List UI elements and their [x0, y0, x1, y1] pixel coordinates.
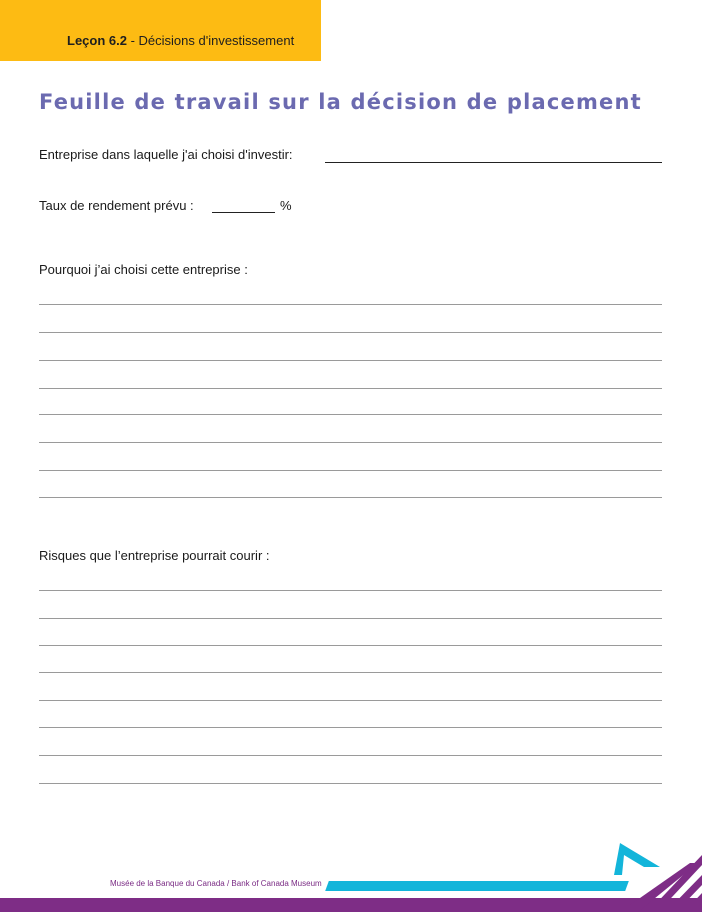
- risks-line[interactable]: [39, 700, 662, 701]
- footer-purple-band: [0, 898, 702, 912]
- rate-field[interactable]: [212, 212, 275, 213]
- lesson-topic: Décisions d'investissement: [138, 33, 295, 48]
- why-line[interactable]: [39, 360, 662, 361]
- why-line[interactable]: [39, 442, 662, 443]
- why-label: Pourquoi j’ai choisi cette entreprise :: [39, 262, 248, 277]
- why-line[interactable]: [39, 304, 662, 305]
- why-line[interactable]: [39, 388, 662, 389]
- chevron-logo-icon: [600, 835, 702, 912]
- why-line[interactable]: [39, 470, 662, 471]
- risks-line[interactable]: [39, 727, 662, 728]
- header-band: [0, 0, 321, 61]
- lesson-number: Leçon 6.2: [67, 33, 127, 48]
- museum-credit: Musée de la Banque du Canada / Bank of Canada Museum: [110, 879, 322, 888]
- page-title: Feuille de travail sur la décision de placement: [39, 90, 642, 114]
- lesson-header: [67, 33, 294, 48]
- risks-line[interactable]: [39, 672, 662, 673]
- risks-line[interactable]: [39, 618, 662, 619]
- company-field[interactable]: [325, 162, 662, 163]
- rate-unit: %: [280, 198, 292, 213]
- footer-cyan-stripe: [325, 881, 629, 891]
- lesson-separator: -: [126, 33, 139, 48]
- risks-line[interactable]: [39, 645, 662, 646]
- risks-line[interactable]: [39, 783, 662, 784]
- why-line[interactable]: [39, 332, 662, 333]
- company-label: Entreprise dans laquelle j'ai choisi d'investir:: [39, 147, 293, 162]
- why-line[interactable]: [39, 414, 662, 415]
- risks-line[interactable]: [39, 590, 662, 591]
- why-line[interactable]: [39, 497, 662, 498]
- rate-label: Taux de rendement prévu :: [39, 198, 194, 213]
- risks-line[interactable]: [39, 755, 662, 756]
- risks-label: Risques que l’entreprise pourrait courir :: [39, 548, 270, 563]
